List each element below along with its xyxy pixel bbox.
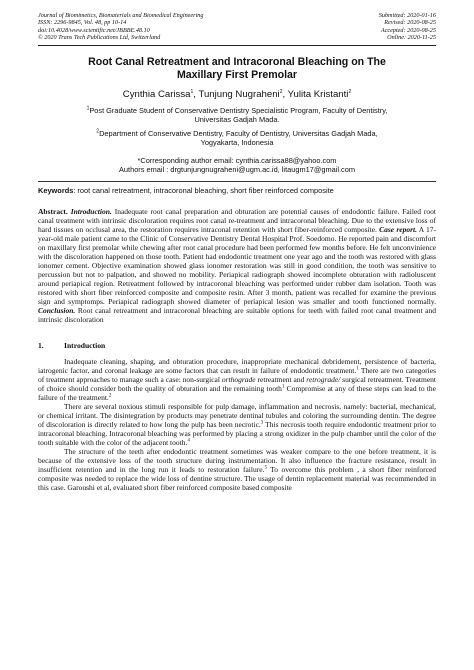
citation-mark[interactable]: 5 [264, 465, 267, 471]
italic-term: retrograde/ [306, 374, 341, 384]
section-number: 1. [38, 340, 44, 350]
author-list [38, 89, 436, 101]
italic-term: orthograde [221, 374, 256, 384]
affil-mark: 2 [96, 128, 100, 135]
date-submitted: Submitted: 2020-01-16 [378, 12, 436, 19]
keywords-text: : root canal retreatment, intracoronal bleaching, short fiber reinforced composite [73, 185, 334, 195]
author-name: Cynthia Carissa [122, 89, 191, 101]
journal-issn: ISSN: 2296-9845, Vol. 48, pp 10-14 [38, 19, 127, 27]
author-affil-mark: 2 [348, 89, 352, 95]
text-run: Compromise at any of these steps can lead to the failure of the treatment. [38, 383, 436, 402]
author-name: Yulita Kristanti [287, 89, 349, 101]
abstract-intro-label: Introduction. [70, 206, 112, 216]
affil-text: Post Graduate Student of Conservative Dentistry Specialistic Program, Faculty of Dentistry, Universitas Gadjah Mada. [89, 105, 388, 124]
text-run: retreatment and [255, 374, 307, 384]
abstract-case-text: A 17-year-old male patient came to the Clinic of Conservative Dentistry Dental Hospital Prof. Soedomo. He reported pain and discomfort on maxillary first premolar while chewing after root canal procedure had been performed few months before. He felt unconvinience with the discoloration happened on those tooth. Patient had endodontic treatment one year ago and the tooth was restored with glass ionomer cement. Objective examination showed glass ionomer restoration was still in good condition, the tooth was sensitive to percussion but not to palpation, and showed no mobility. Periapical radiograph showed incomplete obturation with radioluscent around periapical region. Retreatment followed by intracoronal bleaching was performed under rubber dam isolation. Tooth was restored with short fiber reinforced composite and composite resin. After 3 month, patient was recalled for examine the previous sign and symptomps. Periapical radiograph showed diameter of periapical lesion was smaller and tooth functioned normally. [38, 225, 436, 307]
section-title: Introduction [64, 340, 106, 350]
journal-header [38, 12, 436, 41]
citation-mark[interactable]: 1 [356, 366, 359, 372]
date-accepted: Accepted: 2020-08-25 [380, 26, 436, 34]
keywords-rule [38, 181, 436, 182]
text-run: To overcome this problem , a short fiber reinforced composite was needed to replace the wide loss of dentine structure. The usage of dentin replacement material was recommended in this case. Garoushi et al, evaluated short fiber reinforced composite based composite [38, 465, 437, 493]
text-run: There are two categories of treatment approaches to manage such a case: non-surgical [38, 365, 436, 384]
affiliation [38, 106, 436, 124]
date-online: Online: 2020-11-25 [387, 33, 436, 41]
paragraph [38, 402, 436, 447]
affil-mark: 1 [86, 105, 90, 112]
corresponding-info [38, 156, 436, 174]
affiliation [38, 129, 436, 147]
header-left [38, 12, 204, 41]
abstract-label: Abstract. [38, 206, 68, 216]
paragraph [38, 447, 436, 492]
citation-mark[interactable]: 4 [187, 438, 190, 444]
text-run: surgical retreatment. Treatment of choice should consider both the quality of obturation and the remaining tooth [38, 374, 436, 393]
date-revised: Revised: 2020-08-25 [384, 19, 436, 27]
citation-mark[interactable]: 3 [260, 420, 264, 426]
author-name: Tunjung Nugraheni [198, 89, 280, 101]
paper-title: Root Canal Retreatment and Intracoronal Bleaching on The Maxillary First Premolar [88, 56, 386, 81]
corresponding-email[interactable]: *Corresponding author email: cynthia.carissa88@yahoo.com [137, 155, 337, 165]
abstract-conclusion-label: Conclusion. [38, 306, 76, 316]
author-affil-mark: 2 [279, 89, 283, 95]
journal-name: Journal of Biomimetics, Biomaterials and Biomedical Engineering [38, 12, 204, 19]
journal-doi[interactable]: doi:10.4028/www.scientific.net/JBBBE.48.10 [38, 26, 150, 34]
section-heading [38, 341, 436, 350]
abstract-case-label: Case report. [379, 225, 417, 234]
section-body [38, 357, 436, 493]
text-run: Inadequate cleaning, shaping, and obturation procedure, inappropriate mechanical debridement, persistence of bacteria, iatrogenic factor, and coronal leakage are some factors that can result in failure of endodontic treatment. [38, 356, 436, 375]
affil-text: Department of Conservative Dentistry, Faculty of Dentistry, Universitas Gadjah Mada, Yogyakarta, Indonesia [99, 129, 378, 148]
abstract-intro-text: Inadequate root canal preparation and obturation are potential causes of endodontic failure. Failed root canal treatment with intrinsic discoloration requires root canal re-treatment and intracoronal bleaching. Due to the extensive loss of hard tissues on occlusal area, the restoration requires intraconal retention with short fiber-reinforced composite. [38, 206, 437, 234]
text-run: This necrosis tooth require endodontic treatment prior to intracoronal bleaching. Intracoronal bleaching was performed by placing a strong oxidizer in the pulp chamber until the color of the tooth suitable with the color of the adjacent tooth. [38, 419, 436, 447]
abstract [38, 207, 436, 325]
header-right [379, 12, 436, 41]
text-run: There are several noxious stimuli responsible for pulp damage, inflammation and necrosis, namely: bacterial, mechanical, or chemical irritant. The disintegration by products may penetrate dentinal tubules and coloring the surrounding dentin. The degree of discoloration is directly related to how long the pulp has been necrotic. [38, 401, 436, 429]
paragraph [38, 357, 436, 402]
author-affil-mark: 1 [190, 89, 194, 95]
author-separator: , [282, 89, 288, 101]
authors-email[interactable]: Authors email : drgtunjungnugraheni@ugm.ac.id, litaugm17@gmail.com [118, 164, 356, 174]
citation-mark[interactable]: 2 [108, 393, 112, 399]
abstract-conclusion-text: Root canal retreatment and intracoronal bleaching are suitable options for teeth with failed root canal treatment and intrinsic discoloration [38, 306, 436, 325]
text-run: The structure of the teeth after endodontic treatment sometimes was weaker compare to the one before treatment, it is because of the extensive loss of the tooth structure during instrumentation. It also influence the fracture resistance, result in insufficient retention and in the long run it leads to restoration failure. [38, 446, 436, 475]
journal-copyright: © 2020 Trans Tech Publications Ltd, Switzerland [38, 33, 161, 41]
citation-mark[interactable]: 1 [281, 384, 285, 390]
keywords [38, 186, 436, 195]
keywords-label: Keywords [38, 185, 74, 195]
author-separator: , [193, 89, 199, 101]
header-rule [38, 45, 436, 46]
